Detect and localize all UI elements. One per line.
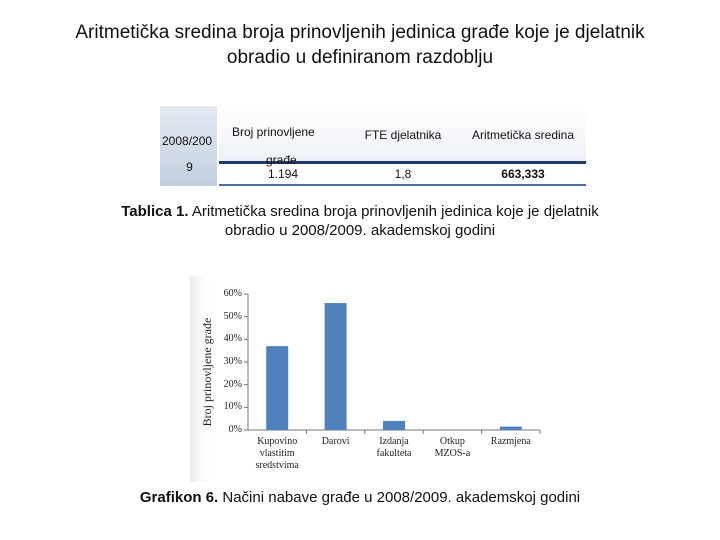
stats-table xyxy=(160,106,586,186)
bar xyxy=(500,427,522,430)
category-label xyxy=(422,436,482,460)
chart-y-axis-label: Broj prinovljene građe xyxy=(200,317,214,427)
category-label-line: vlastitim xyxy=(259,448,295,459)
chart-caption-text: Načini nabave građe u 2008/2009. akademskoj godini xyxy=(218,489,581,506)
chart-caption xyxy=(100,488,620,507)
table-value-mean: 663,333 xyxy=(501,167,545,181)
category-label-line: sredstvima xyxy=(255,460,299,471)
table-bottom-rule xyxy=(219,184,586,186)
y-tick-label: 40% xyxy=(223,333,242,345)
table-value-items: 1.194 xyxy=(268,167,299,181)
chart-caption-label: Grafikon 6. xyxy=(139,489,219,506)
category-label xyxy=(306,436,366,448)
bar xyxy=(383,421,405,430)
table-header-mean: Aritmetička sredina xyxy=(471,128,575,142)
header-items-line2: građe xyxy=(266,153,297,167)
period-label-line2: 9 xyxy=(186,160,193,174)
category-label-line: Razmjena xyxy=(490,436,531,447)
table-caption-label: Tablica 1. xyxy=(121,203,189,220)
category-label-line: MZOS-a xyxy=(434,448,471,459)
category-label-line: Izdanja xyxy=(379,436,409,447)
y-tick-label: 20% xyxy=(223,378,242,390)
header-items-line1: Broj prinovljene xyxy=(232,125,315,139)
y-tick-label: 50% xyxy=(223,310,242,322)
category-label-line: Darovi xyxy=(321,436,350,447)
table-caption-text: Aritmetička sredina broja prinovljenih jedinica koje je djelatnik obradio u 2008/2009. akademskoj godini xyxy=(188,203,599,239)
y-tick-label: 0% xyxy=(228,424,242,435)
category-label xyxy=(481,436,541,448)
category-label-line: Kupovino xyxy=(257,436,298,447)
acquisition-bar-chart xyxy=(190,276,545,482)
table-caption xyxy=(100,202,620,240)
table-header-items xyxy=(232,118,342,174)
y-tick-label: 60% xyxy=(223,288,242,299)
y-tick-label: 30% xyxy=(223,356,242,367)
bar xyxy=(325,303,347,430)
y-tick-label: 10% xyxy=(223,401,242,413)
category-label xyxy=(364,436,424,460)
table-period-label xyxy=(162,132,217,176)
bar xyxy=(266,346,288,430)
period-label-line1: 2008/200 xyxy=(162,134,213,148)
category-label-line: fakulteta xyxy=(376,448,412,459)
category-label xyxy=(247,436,307,472)
table-value-fte: 1,8 xyxy=(394,167,412,181)
category-label-line: Otkup xyxy=(439,436,465,447)
table-header-fte: FTE djelatnika xyxy=(364,128,442,142)
slide-title: Aritmetička sredina broja prinovljenih jedinica građe koje je djelatnik obradio u definiranom razdoblju xyxy=(75,22,645,68)
